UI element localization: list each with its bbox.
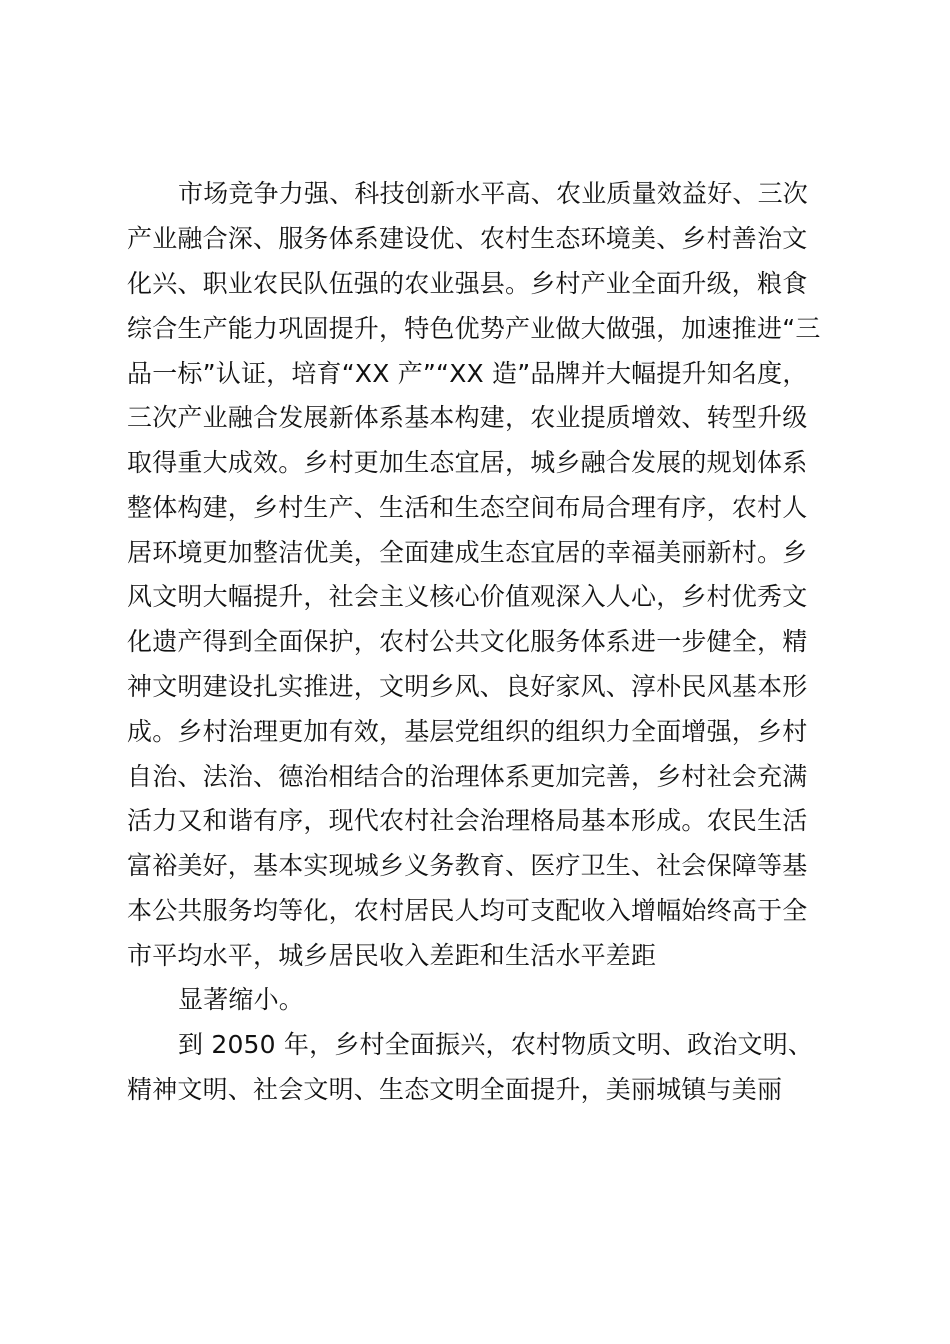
text-line: 自治、法治、德治相结合的治理体系更加完善，乡村社会充满 [127, 762, 808, 791]
text-line: 取得重大成效。乡村更加生态宜居，城乡融合发展的规划体系 [127, 448, 808, 477]
text-line: 精神文明、社会文明、生态文明全面提升，美丽城镇与美丽 [127, 1075, 783, 1104]
text-line: 风文明大幅提升，社会主义核心价值观深入人心，乡村优秀文 [127, 582, 808, 611]
text-line: 品一标”认证，培育“XX 产”“XX 造”品牌并大幅提升知名度， [127, 359, 808, 388]
text-line: 本公共服务均等化，农村居民人均可支配收入增幅始终高于全 [127, 896, 808, 925]
text-line: 富裕美好，基本实现城乡义务教育、医疗卫生、社会保障等基 [127, 851, 808, 880]
text-line: 居环境更加整洁优美，全面建成生态宜居的幸福美丽新村。乡 [127, 538, 808, 567]
text-line: 综合生产能力巩固提升，特色优势产业做大做强，加速推进“三 [127, 314, 821, 343]
text-line: 市平均水平，城乡居民收入差距和生活水平差距 [127, 941, 657, 970]
text-line: 化遗产得到全面保护，农村公共文化服务体系进一步健全，精 [127, 627, 808, 656]
text-line: 三次产业融合发展新体系基本构建，农业提质增效、转型升级 [127, 403, 808, 432]
text-line: 显著缩小。 [178, 985, 305, 1014]
text-line: 到 2050 年，乡村全面振兴，农村物质文明、政治文明、 [178, 1030, 814, 1059]
text-line: 整体构建，乡村生产、生活和生态空间布局合理有序，农村人 [127, 493, 808, 522]
text-line: 产业融合深、服务体系建设优、农村生态环境美、乡村善治文 [127, 224, 808, 253]
text-line: 化兴、职业农民队伍强的农业强县。乡村产业全面升级，粮食 [127, 269, 808, 298]
text-line: 成。乡村治理更加有效，基层党组织的组织力全面增强，乡村 [127, 717, 808, 746]
text-line: 神文明建设扎实推进，文明乡风、良好家风、淳朴民风基本形 [127, 672, 808, 701]
text-line: 市场竞争力强、科技创新水平高、农业质量效益好、三次 [178, 179, 809, 208]
text-line: 活力又和谐有序，现代农村社会治理格局基本形成。农民生活 [127, 806, 808, 835]
